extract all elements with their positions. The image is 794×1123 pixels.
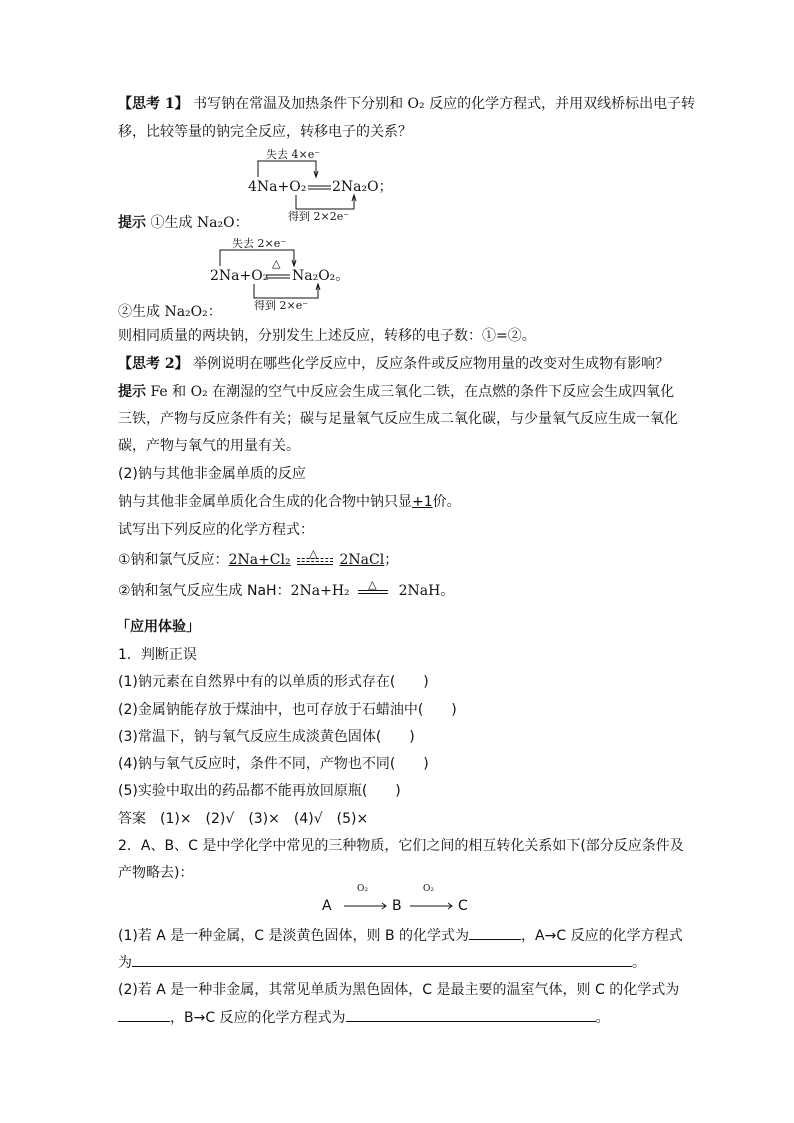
think2-tag: 【思考 2】 (118, 356, 189, 372)
q2-line2: 产物略去)： (118, 865, 194, 881)
q1-title: 1．判断正误 (118, 647, 197, 663)
conversion-scheme (322, 886, 482, 916)
hint1-line (118, 213, 249, 233)
hint1-text: ①生成 Na₂O： (150, 215, 249, 231)
hint1b-line: ②生成 Na₂O₂： (118, 304, 222, 320)
q2-part1-text-a: (1)若 A 是一种金属，C 是淡黄色固体，则 B 的化学式为 (118, 928, 470, 944)
q1-item-2: (2)金属钠能存放于煤油中，也可存放于石蜡油中( ) (118, 702, 457, 718)
section2-valence: +1 (412, 494, 433, 510)
q1-item-5: (5)实验中取出的药品都不能再放回原瓶( ) (118, 783, 401, 799)
diagram1-left: 4Na+O₂ (248, 179, 307, 195)
reaction2-label: ②钠和氢气反应生成 NaH： (118, 583, 291, 599)
section2-line2: 试写出下列反应的化学方程式： (118, 522, 314, 538)
think2-line1 (118, 354, 669, 374)
scheme-b: B (392, 898, 402, 914)
q2-part1-line1 (118, 925, 683, 946)
reaction1-end: ； (384, 552, 399, 568)
q2-part2-line2 (118, 1007, 610, 1028)
reaction2-left: 2Na+H₂ (290, 583, 350, 599)
hint2-line2: 三铁，产物与反应条件有关；碳与足量氧气反应生成二氧化碳，与少量氧气反应生成一氧化 (118, 411, 678, 427)
hint2-line3: 碳，产物与氧气的用量有关。 (118, 438, 300, 454)
q1-answer: 答案 (1)× (2)√ (3)× (4)√ (5)× (118, 811, 369, 827)
q2-part2-blank-c[interactable] (118, 1007, 170, 1022)
think1-tag: 【思考 1】 (118, 96, 189, 112)
hint2-line1 (118, 382, 674, 402)
diagram1-bottom-label: 得到 2×2e⁻ (288, 210, 350, 223)
electron-transfer-diagram-1 (248, 147, 408, 227)
q1-item-3: (3)常温下，钠与氧气反应生成淡黄色固体( ) (118, 729, 415, 745)
reaction2-line (118, 578, 455, 601)
q1-item-4: (4)钠与氧气反应时，条件不同，产物也不同( ) (118, 756, 429, 772)
reaction1-right: 2NaCl (339, 552, 385, 568)
q2-part1-text-b: ，A→C 反应的化学方程式 (521, 928, 683, 944)
scheme-a: A (322, 898, 332, 914)
section2-heading: (2)钠与其他非金属单质的反应 (118, 466, 306, 482)
reaction1-left: 2Na+Cl₂ (228, 552, 291, 568)
q2-line1: 2．A、B、C 是中学化学中常见的三种物质，它们之间的相互转化关系如下(部分反应条件及 (118, 838, 684, 854)
reaction2-heat: △ (368, 578, 377, 591)
scheme-arrow-2 (408, 896, 456, 922)
q2-part1-text-d: 。 (632, 955, 646, 971)
q2-part1-line2 (118, 952, 646, 973)
q1-item-1: (1)钠元素在自然界中有的以单质的形式存在( ) (118, 674, 429, 690)
diagram2-heat-cond: △ (272, 257, 281, 270)
hint1-label: 提示 (118, 215, 146, 231)
reaction1-label: ①钠和氯气反应： (118, 552, 229, 568)
scheme-o2-2: O₂ (423, 884, 434, 894)
scheme-c: C (458, 898, 468, 914)
think1-line2: 移，比较等量的钠完全反应，转移电子的关系？ (118, 124, 412, 140)
reaction1-condition (295, 547, 335, 568)
section2-line1a: 钠与其他非金属单质化合生成的化合物中钠只显 (118, 494, 412, 510)
diagram2-left: 2Na+O₂ (210, 268, 269, 284)
electron-transfer-diagram-2 (210, 236, 360, 316)
reaction2-right: 2NaH。 (398, 583, 455, 599)
diagram2-top-label: 失去 2×e⁻ (232, 237, 287, 250)
section2-line1c: 价。 (432, 494, 461, 510)
diagram1-right: 2Na₂O； (332, 179, 393, 195)
hint2-label: 提示 (118, 384, 146, 400)
q2-part2-line1: (2)若 A 是一种非金属，其常见单质为黑色固体，C 是最主要的温室气体，则 C 的化学式为 (118, 982, 680, 998)
conclusion1: 则相同质量的两块钠，分别发生上述反应，转移的电子数：①=②。 (118, 328, 536, 344)
diagram1-top-label: 失去 4×e⁻ (266, 148, 321, 161)
arrow-1-icon (342, 896, 390, 916)
reaction1-line (118, 547, 399, 570)
scheme-o2-1: O₂ (357, 884, 368, 894)
diagram2-right: Na₂O₂。 (292, 268, 350, 284)
think1-line1 (118, 94, 695, 114)
q2-part1-text-c: 为 (118, 955, 132, 971)
diagram2-bottom-label: 得到 2×e⁻ (254, 299, 309, 312)
scheme-arrow-1 (342, 896, 390, 922)
q2-part1-blank-b[interactable] (469, 925, 521, 940)
think1-text1: 书写钠在常温及加热条件下分别和 O₂ 反应的化学方程式，并用双线桥标出电子转 (193, 96, 696, 112)
q2-part2-text-b: ，B→C 反应的化学方程式为 (170, 1010, 346, 1026)
reaction1-heat: △ (309, 547, 318, 560)
section2-line1 (118, 492, 461, 512)
q2-part2-text-c: 。 (595, 1010, 610, 1026)
reaction2-condition (354, 578, 394, 599)
think2-text1: 举例说明在哪些化学反应中，反应条件或反应物用量的改变对生成物有影响？ (193, 356, 670, 372)
apply-section-title: 「应用体验」 (116, 619, 200, 635)
arrow-2-icon (408, 896, 456, 916)
hint2-text1: Fe 和 O₂ 在潮湿的空气中反应会生成三氧化二铁，在点燃的条件下反应会生成四氧化 (150, 384, 675, 400)
q2-part1-blank-equation[interactable] (132, 952, 632, 967)
q2-part2-blank-equation[interactable] (346, 1007, 596, 1022)
